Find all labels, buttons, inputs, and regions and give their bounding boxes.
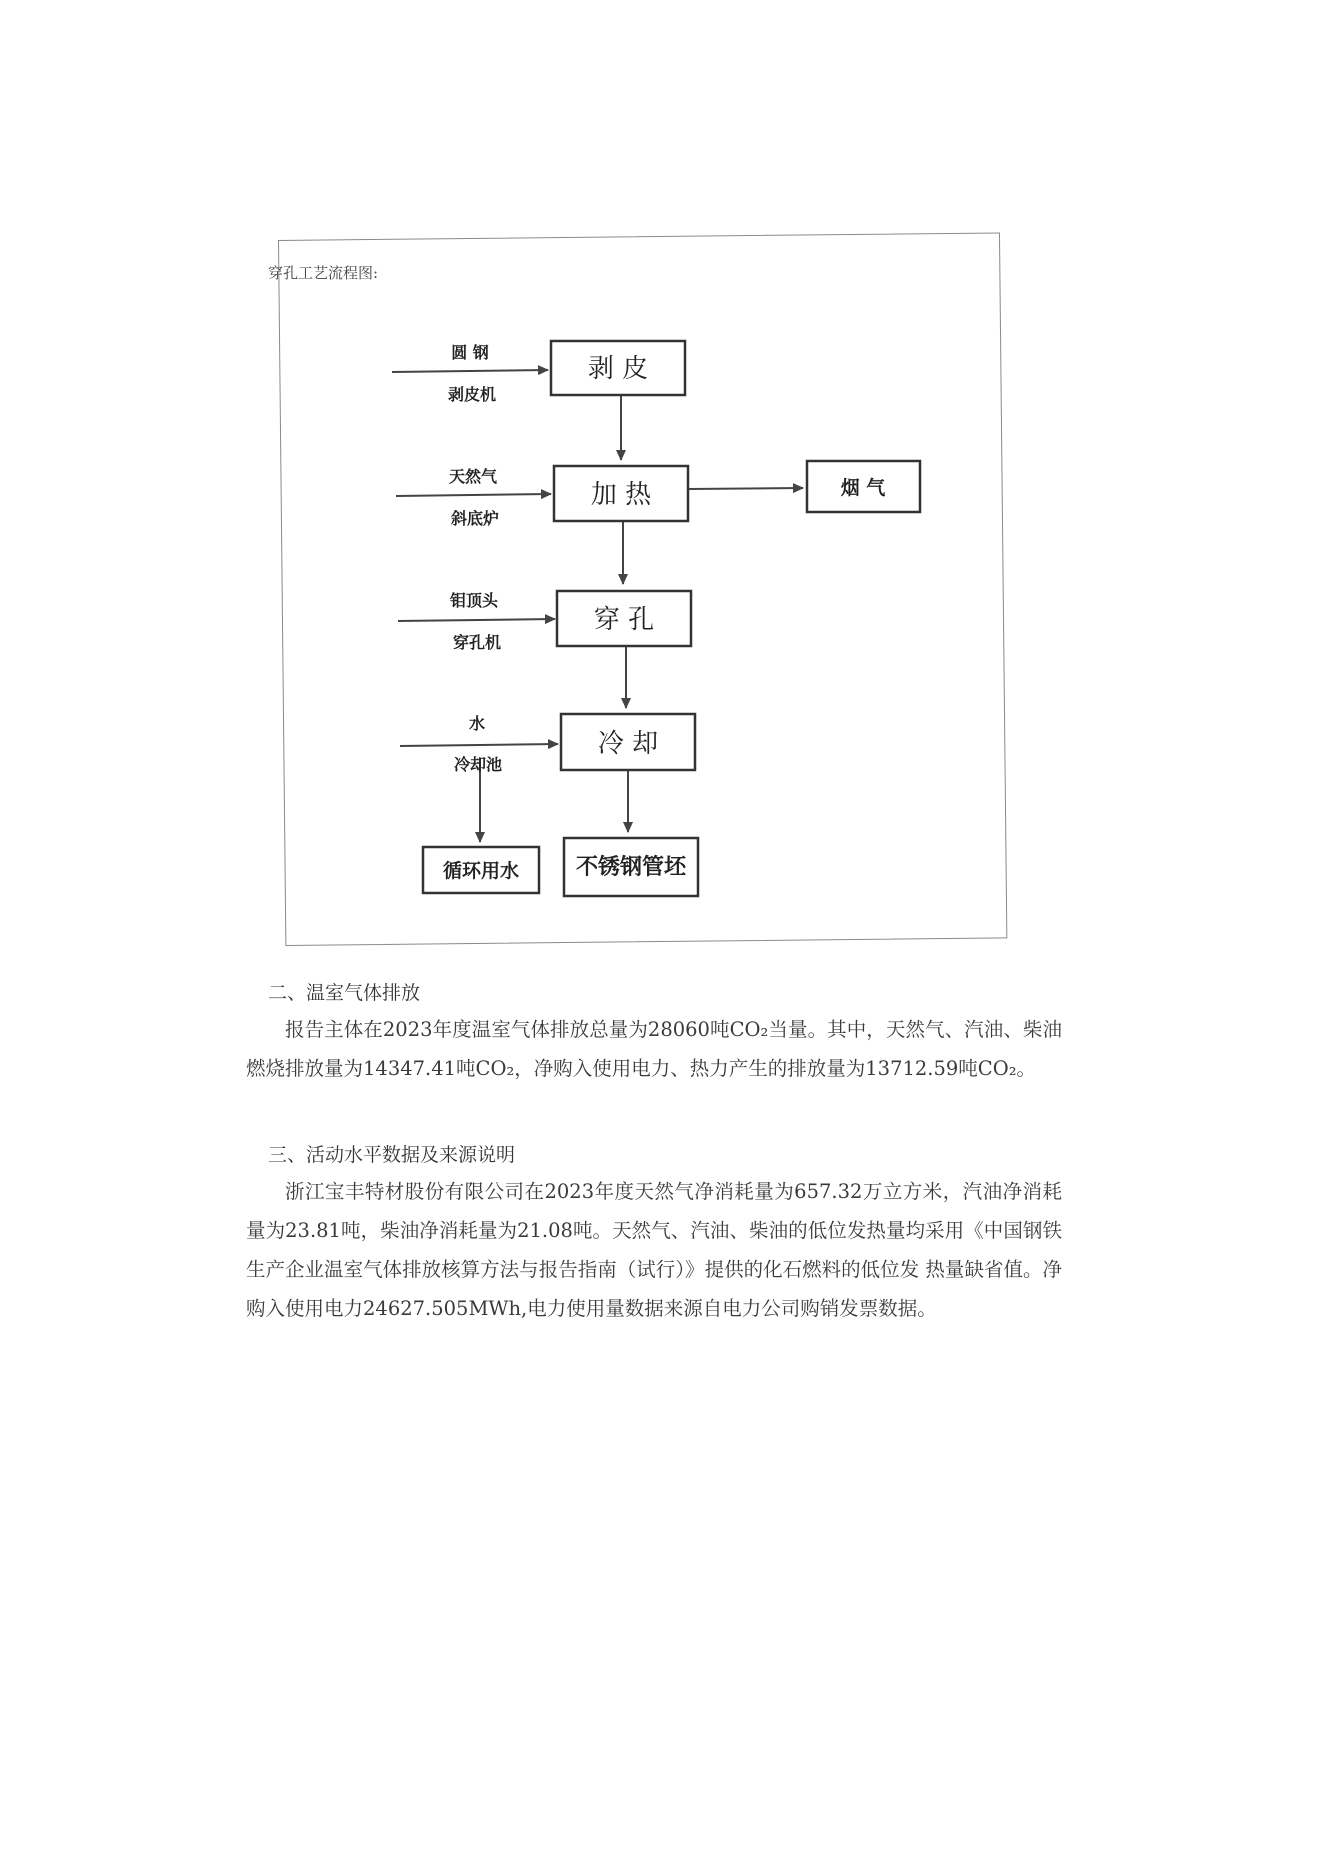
step-label-pierce: 穿 孔 [593,605,655,635]
arrow-input-4 [400,744,558,746]
arrow-input-2 [396,494,551,496]
section-2-heading: 二、温室气体排放 [268,982,421,1004]
input-4-top: 水 [468,714,486,733]
input-1-bottom: 剥皮机 [447,385,497,404]
flue-gas-label: 烟 气 [840,477,886,499]
step-label-cool: 冷 却 [597,729,659,759]
section-3-paragraph: 浙江宝丰特材股份有限公司在2023年度天然气净消耗量为657.32万立方米，汽油净消耗量为23.81吨，柴油净消耗量为21.08吨。天然气、汽油、柴油的低位发热量均采用《中国钢铁生产企业温室气体排放核算方法与报告指南（试行）》提供的化石燃料的低位发 热量缺省值。净购入使用电力24627.505MWh,电力使用量数据来源自电力公司购销发票数据。 [246,1180,1062,1320]
arrow-input-1 [392,370,548,372]
product-label: 不锈钢管坯 [575,855,687,880]
recycled-water-label: 循环用水 [442,860,520,882]
input-2-top: 天然气 [448,467,498,486]
input-2-bottom: 斜底炉 [450,509,500,528]
input-1-top: 圆 钢 [451,343,489,362]
input-3-top: 钼顶头 [449,591,499,610]
arrow-input-3 [398,619,555,621]
input-4-bottom: 冷却池 [453,755,503,774]
step-label-peel: 剥 皮 [587,354,649,384]
step-label-heat: 加 热 [590,480,652,510]
arrow-heat-to-flue-gas [689,488,803,489]
section-3-heading: 三、活动水平数据及来源说明 [268,1144,516,1166]
input-3-bottom: 穿孔机 [452,633,502,652]
figure-caption: 穿孔工艺流程图: [268,264,379,282]
section-2-paragraph: 报告主体在2023年度温室气体排放总量为28060吨CO₂当量。其中，天然气、汽油、柴油燃烧排放量为14347.41吨CO₂，净购入使用电力、热力产生的排放量为13712.59吨CO₂。 [246,1018,1062,1080]
